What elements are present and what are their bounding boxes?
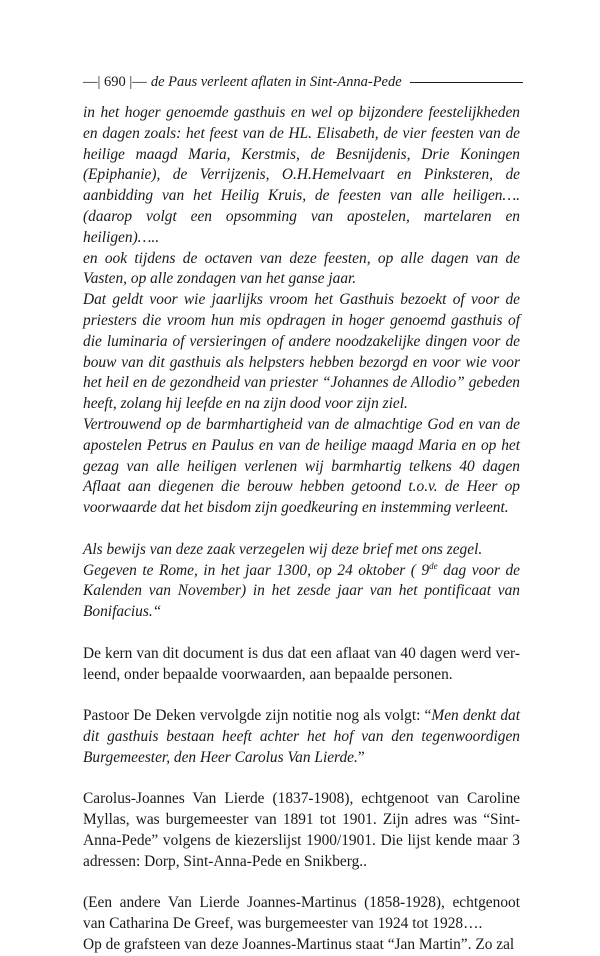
quote-paragraph-1: in het hoger genoemde gasthuis en wel op bijzondere feestelijkheden en dagen zoals: het feest van de HL. Elisabeth, de vier feesten van de heilige maagd Maria, Kerstmis, de Besnijdenis, Drie Koningen (Epiphanie), de Verrijzenis, O.H.Hemelvaart en Pinksteren, de aanbidding van het Heilig Kruis, de feesten van alle heiligen…. (daarop volgt een opsomming van apostelen, martelaren en heiligen)….. xyxy=(83,104,520,246)
quote-paragraph-4: Vertrouwend op de barmhartigheid van de almachtige God en van de apostelen Petrus en Paulus en van de heilige maagd Maria en op het gezag van alle heiligen verlenen wij barmhartig telkens 40 dagen Aflaat aan diegenen die berouw hebben getoond t.o.v. de Heer op voorwaarde dat het bisdom zijn goedkeuring en instemming verleent. xyxy=(83,415,520,517)
ordinal-suffix: de xyxy=(429,560,438,571)
running-title: de Paus verleent aflaten in Sint-Anna-Pede xyxy=(150,74,402,90)
paragraph-summary: De kern van dit document is dus dat een aflaat van 40 dagen werd ver-leend, onder bepaalde voorwaarden, aan bepaalde personen. xyxy=(83,644,520,683)
date-text: Gegeven te Rome, in het jaar 1300, op 24 oktober ( 9 xyxy=(83,561,430,579)
paragraph-carolus: Carolus-Joannes Van Lierde (1837-1908), echtgenoot van Caroline Myllas, was burgemeester van 1891 tot 1901. Zijn adres was “Sint-Anna-Pede” volgens de kiezerslijst 1900/1901. Die lijst kende maar 3 adressen: Dorp, Sint-Anna-Pede en Snikberg.. xyxy=(83,790,520,870)
date-text-end: dag voor de Kalenden van November) in het zesde jaar van het pontificaat van Bonifacius.“ xyxy=(83,561,520,621)
paragraph-gap xyxy=(83,519,520,540)
paragraph-gap xyxy=(83,769,520,790)
quote-paragraph-6 xyxy=(83,561,520,623)
header-rule xyxy=(410,82,523,83)
quote-paragraph-3: Dat geldt voor wie jaarlijks vroom het Gasthuis bezoekt of voor de priesters die vroom hun mis opdragen in hoger genoemd gasthuis of die luminaria of versieringen of andere noodzakelijke dingen voor de bouw van dit gasthuis als helpsters hebben bezorgd en voor wie voor het heil en de gezondheid van priester “Johannes de Allodio” gebeden heeft, zolang hij leefde en na zijn dood voor zijn ziel. xyxy=(83,291,520,413)
paragraph-grafsteen: Op de grafsteen van deze Joannes-Martinus staat “Jan Martin”. Zo zal xyxy=(83,935,515,953)
quote-paragraph-5: Als bewijs van deze zaak verzegelen wij deze brief met ons zegel. xyxy=(83,540,483,558)
paragraph-pastor-note xyxy=(83,706,520,768)
quote-paragraph-2: en ook tijdens de octaven van deze feesten, op alle dagen van de Vasten, op alle zondagen van het ganse jaar. xyxy=(83,249,520,288)
paragraph-gap xyxy=(83,872,520,893)
note-close: ” xyxy=(357,748,365,766)
note-intro: Pastoor De Deken vervolgde zijn notitie nog als volgt: “ xyxy=(83,707,432,725)
paragraph-joannes: (Een andere Van Lierde Joannes-Martinus (1858-1928), echtgenoot van Catharina De Greef, was burgemeester van 1924 tot 1928…. xyxy=(83,894,520,933)
note-quote: Men denkt dat dit gasthuis bestaan heeft achter het hof van den tegenwoordigen Burgemeester, den Heer Carolus Van Lierde. xyxy=(83,707,520,766)
paragraph-gap xyxy=(83,623,520,644)
page-body xyxy=(83,103,520,956)
page-number: —| 690 |— xyxy=(83,74,147,90)
paragraph-gap xyxy=(83,685,520,706)
running-header xyxy=(83,74,523,91)
